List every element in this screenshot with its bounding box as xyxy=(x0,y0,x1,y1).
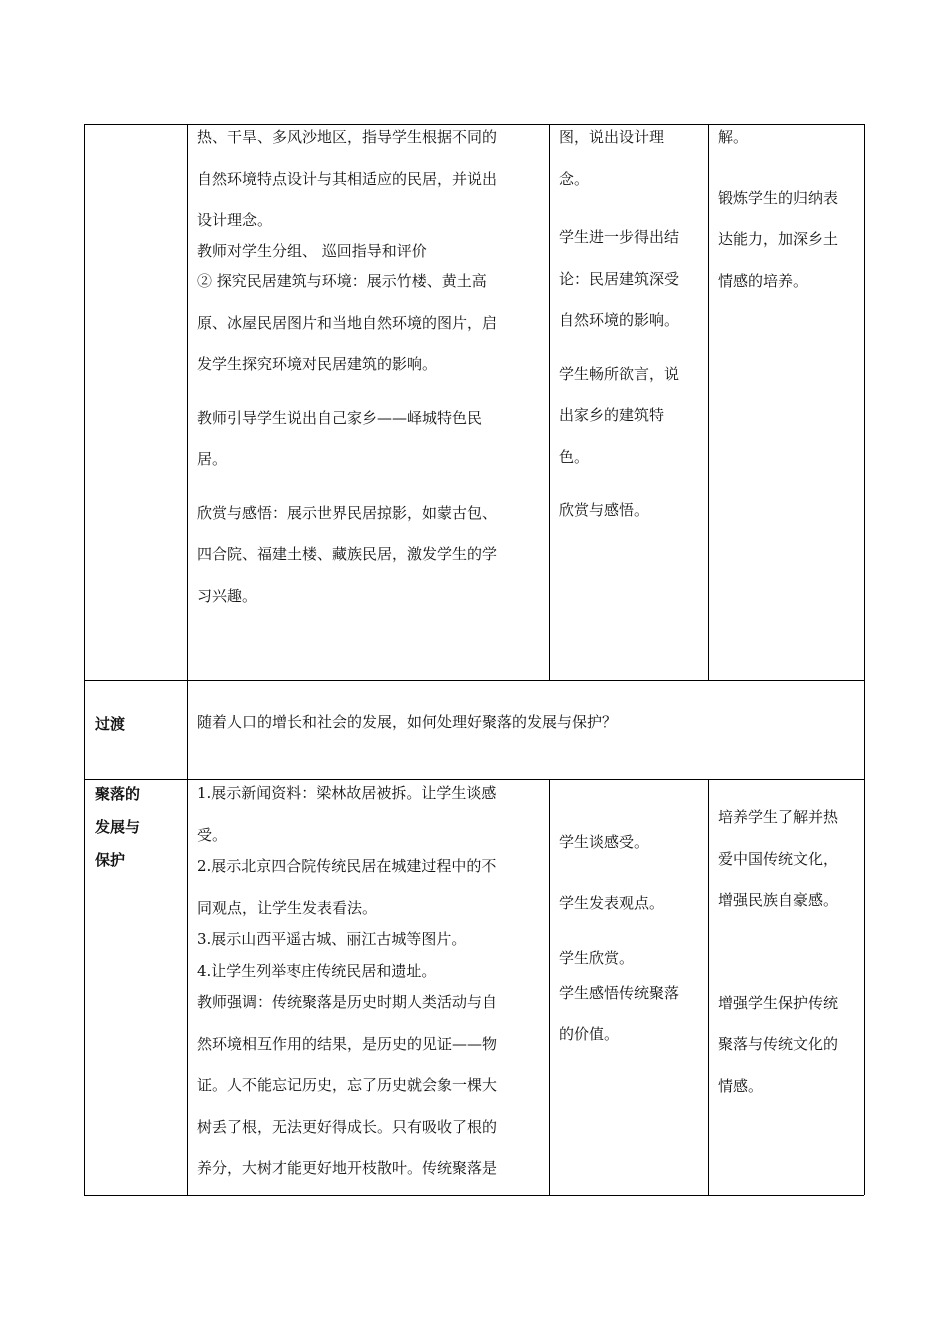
text-line: 锻炼学生的归纳表 xyxy=(718,188,839,207)
text-line: 的价值。 xyxy=(559,1025,620,1043)
col-divider-2-upper xyxy=(549,124,550,680)
paragraph xyxy=(197,982,542,1190)
paragraph xyxy=(559,354,704,479)
row3-student-cell xyxy=(559,826,704,1055)
text-line: 教师强调：传统聚落是历史时期人类活动与自 xyxy=(197,993,498,1011)
text-line: 学生进一步得出结 xyxy=(559,228,680,246)
text-line: 出家乡的建筑特 xyxy=(559,406,665,424)
text-line: 然环境相互作用的结果，是历史的见证——物 xyxy=(197,1034,498,1053)
text-line: 欣赏与感悟：展示世界民居掠影，如蒙古包、 xyxy=(197,503,498,522)
table-left-border xyxy=(84,124,85,1195)
col-divider-3-upper xyxy=(708,124,709,680)
text-line: 四合院、福建土楼、藏族民居，激发学生的学 xyxy=(197,545,498,563)
text-line: 同观点，让学生发表看法。 xyxy=(197,898,378,917)
row-divider-1 xyxy=(84,680,864,681)
text-line: 达能力，加深乡土 xyxy=(718,230,839,248)
text-line: 自然环境的影响。 xyxy=(559,311,680,329)
text-line: 学生谈感受。 xyxy=(559,833,650,851)
row-label: 过渡 xyxy=(95,715,126,733)
text-line: 教师对学生分组、 巡回指导和评价 xyxy=(197,241,427,260)
text-line: 发学生探究环境对民居建筑的影响。 xyxy=(197,355,438,373)
table-bottom-border xyxy=(84,1195,864,1196)
text-line: 增强学生保护传统 xyxy=(718,993,839,1012)
text-line: 热、干旱、多风沙地区，指导学生根据不同的 xyxy=(197,128,498,146)
col-divider-1 xyxy=(187,124,188,1195)
row1-student-cell xyxy=(559,117,704,532)
text-line: 教师引导学生说出自己家乡——峄城特色民 xyxy=(197,408,483,427)
row2-label-cell xyxy=(95,708,183,741)
row3-label-cell xyxy=(95,778,183,877)
paragraph xyxy=(197,261,542,386)
text-line: 2.展示北京四合院传统民居在城建过程中的不 xyxy=(197,857,497,875)
text-line: 原、冰屋民居图片和当地自然环境的图片，启 xyxy=(197,313,498,332)
text-line: 情感的培养。 xyxy=(718,271,809,290)
text-line: 爱中国传统文化， xyxy=(718,849,839,868)
col-divider-2-lower xyxy=(549,779,550,1195)
text-line: 学生发表观点。 xyxy=(559,894,665,912)
text-line: 习兴趣。 xyxy=(197,586,258,605)
text-line: 养分，大树才能更好地开枝散叶。传统聚落是 xyxy=(197,1159,498,1177)
text-line: 证。人不能忘记历史，忘了历史就会象一棵大 xyxy=(197,1076,498,1094)
text-line: 欣赏与感悟。 xyxy=(559,501,650,519)
row3-intent-cell xyxy=(718,797,860,1107)
text-line: 学生感悟传统聚落 xyxy=(559,984,680,1002)
text-line: 念。 xyxy=(559,169,590,188)
text-line: 解。 xyxy=(718,128,749,146)
text-line: 学生欣赏。 xyxy=(559,949,635,967)
text-line: 4.让学生列举枣庄传统民居和遗址。 xyxy=(197,961,437,980)
paragraph xyxy=(197,846,542,929)
text-line: 色。 xyxy=(559,447,590,466)
text-line: 自然环境特点设计与其相适应的民居，并说出 xyxy=(197,169,498,188)
text-line: 学生畅所欲言，说 xyxy=(559,364,680,383)
paragraph xyxy=(197,493,542,618)
text-line: 树丢了根，无法更好得成长。只有吸收了根的 xyxy=(197,1117,498,1136)
paragraph xyxy=(559,973,704,1055)
paragraph xyxy=(718,983,860,1108)
table-right-border xyxy=(864,124,865,1195)
text-line: 聚落与传统文化的 xyxy=(718,1035,839,1053)
paragraph xyxy=(559,490,704,532)
paragraph xyxy=(718,117,860,159)
text-line: 培养学生了解并热 xyxy=(718,808,839,826)
row-label-line: 聚落的 xyxy=(95,785,141,803)
text-line: 居。 xyxy=(197,450,228,468)
row1-activity-cell xyxy=(197,117,542,617)
row3-activity-cell xyxy=(197,773,542,1190)
paragraph xyxy=(197,117,542,242)
text-line: ② 探究民居建筑与环境：展示竹楼、黄土高 xyxy=(197,272,487,290)
paragraph xyxy=(197,398,542,481)
text-line: 3.展示山西平遥古城、丽江古城等图片。 xyxy=(197,930,467,948)
row-label-line: 保护 xyxy=(95,851,126,869)
paragraph xyxy=(718,178,860,303)
row2-content-cell xyxy=(197,706,857,739)
paragraph xyxy=(559,217,704,342)
row-label-line: 发展与 xyxy=(95,818,141,836)
text-line: 受。 xyxy=(197,825,228,844)
transition-question: 随着人口的增长和社会的发展，如何处理好聚落的发展与保护？ xyxy=(197,713,618,731)
paragraph xyxy=(559,117,704,200)
col-divider-3-lower xyxy=(708,779,709,1195)
text-line: 设计理念。 xyxy=(197,211,273,229)
paragraph xyxy=(718,797,860,922)
text-line: 1.展示新闻资料：梁林故居被拆。让学生谈感 xyxy=(197,784,497,802)
text-line: 情感。 xyxy=(718,1076,764,1095)
paragraph xyxy=(197,773,542,856)
text-line: 论：民居建筑深受 xyxy=(559,269,680,288)
text-line: 图，说出设计理 xyxy=(559,128,665,146)
row1-intent-cell xyxy=(718,117,860,302)
text-line: 增强民族自豪感。 xyxy=(718,891,839,909)
